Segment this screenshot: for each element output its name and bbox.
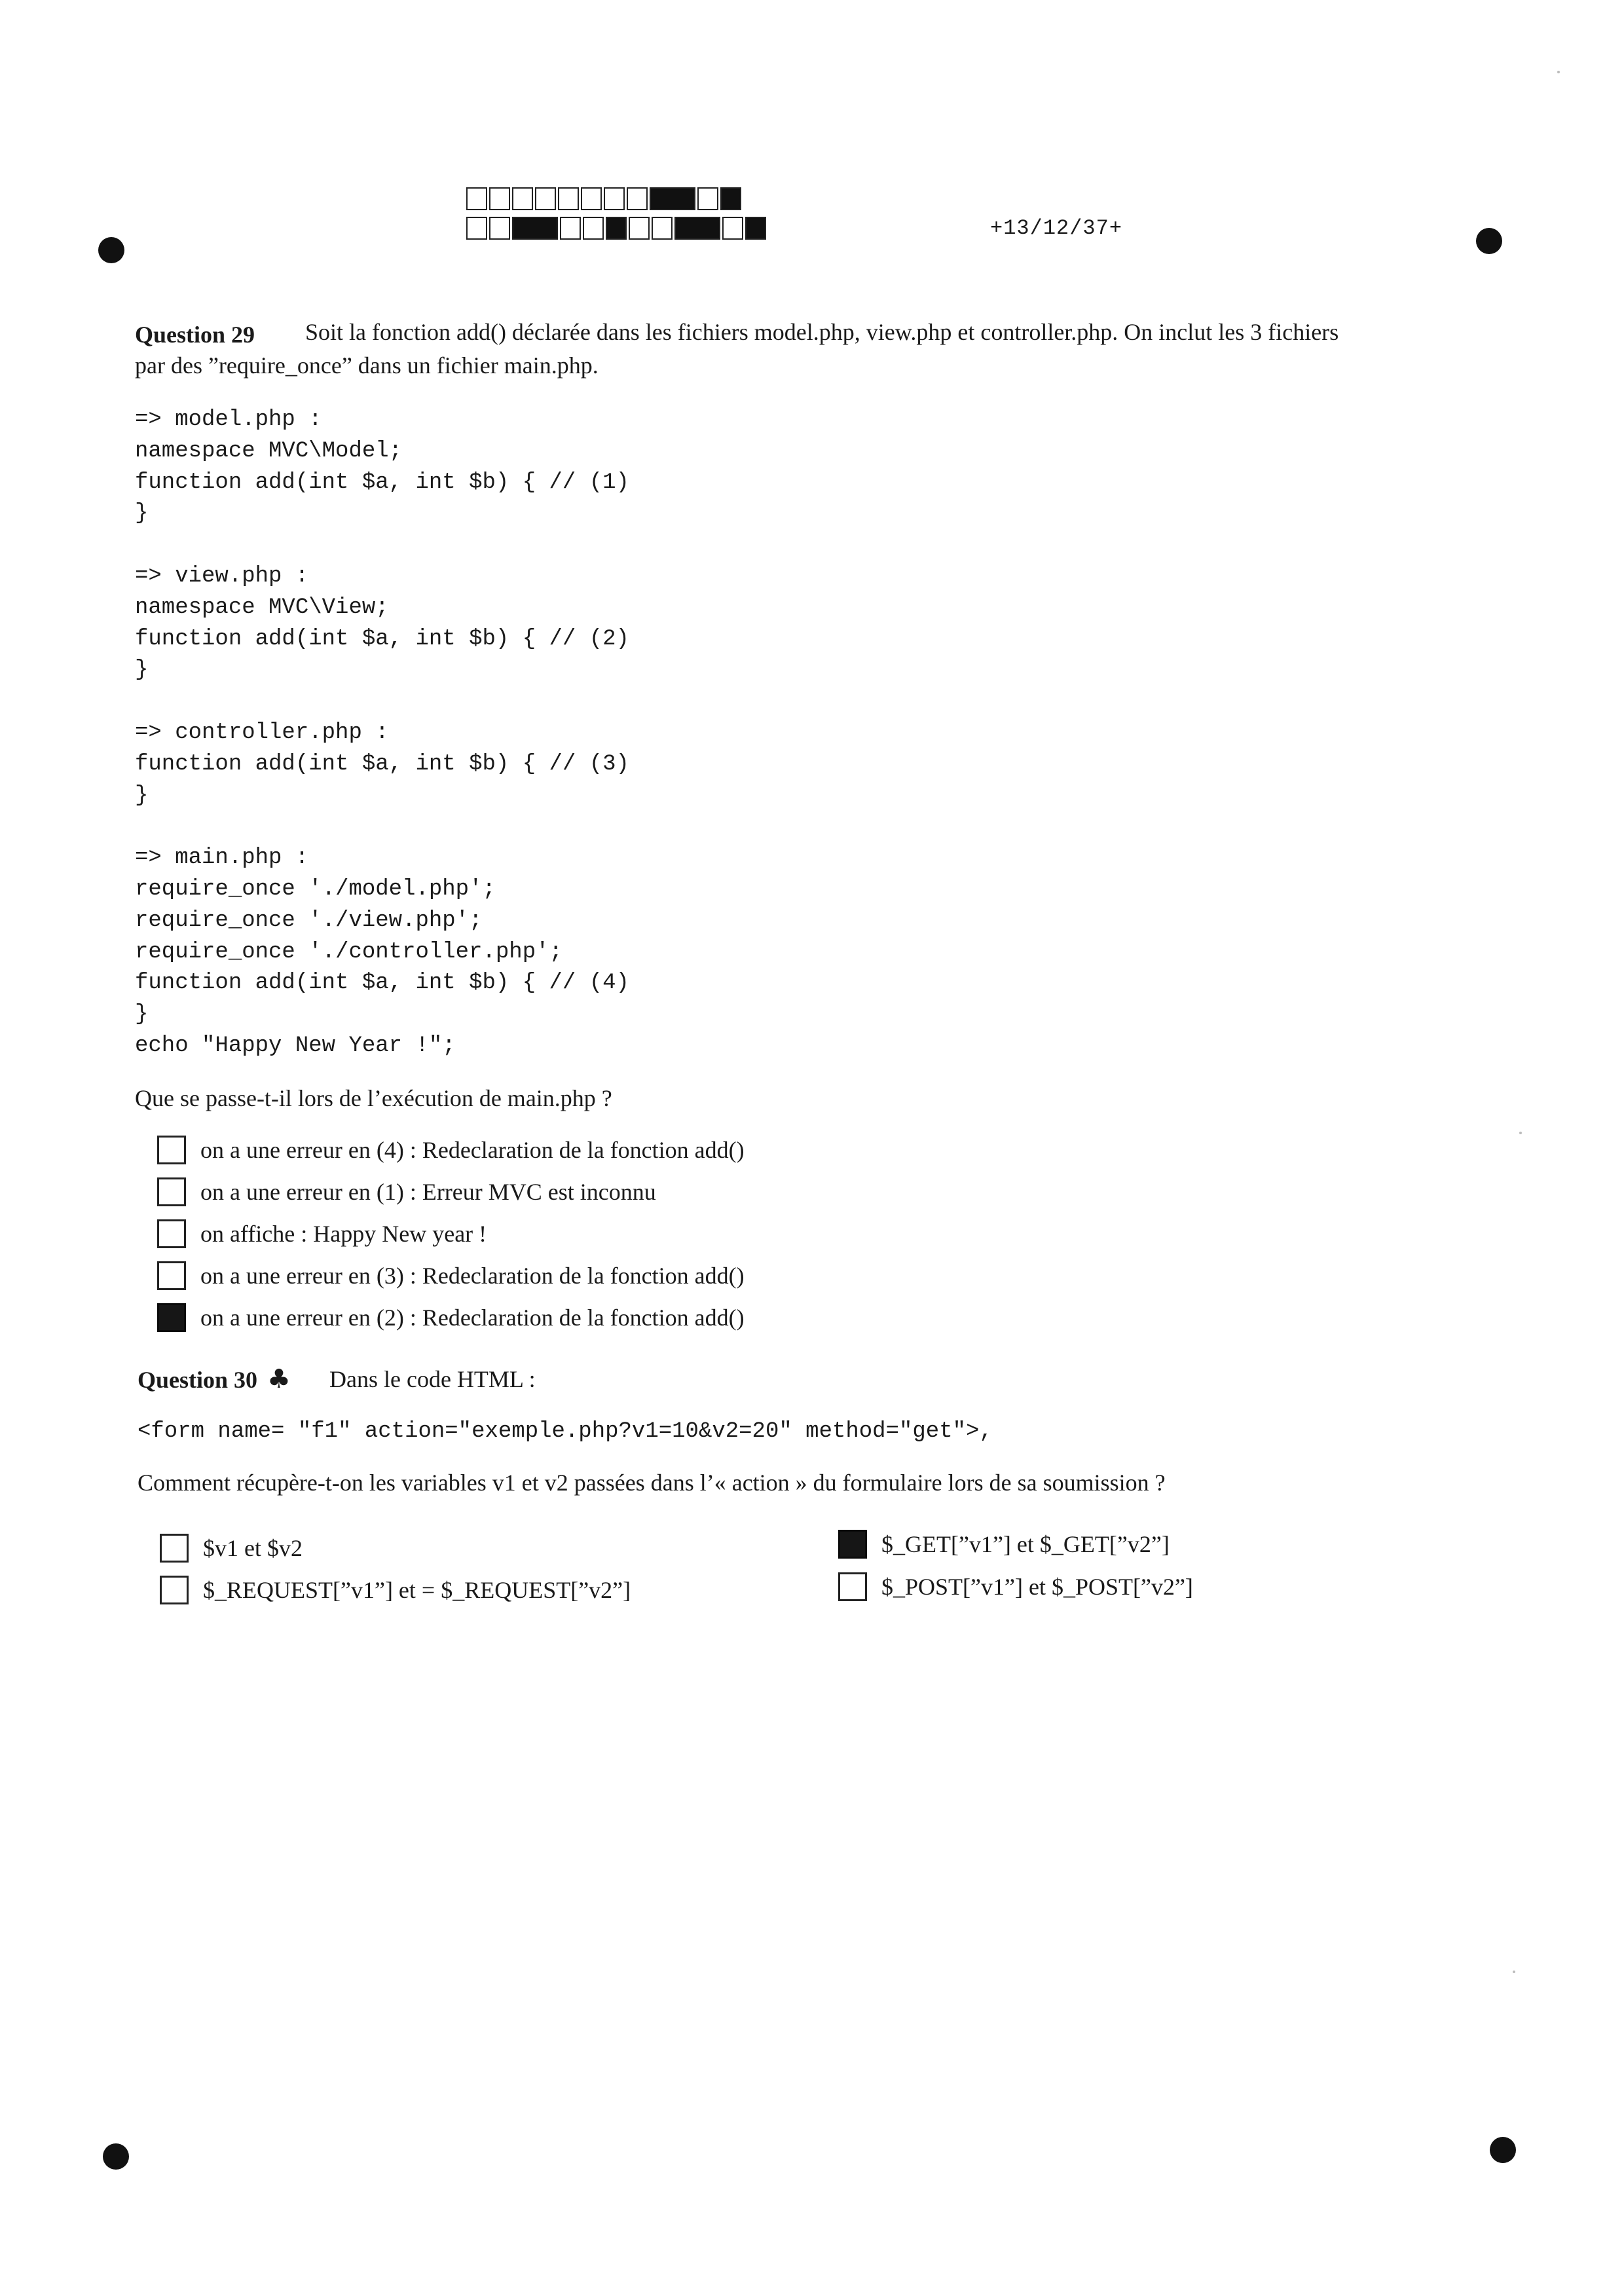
barcode-cell	[535, 187, 556, 210]
barcode-row-2	[466, 217, 768, 241]
barcode-cell	[489, 217, 510, 240]
barcode-cell	[722, 217, 743, 240]
question-29-code: => model.php : namespace MVC\Model; function add(int $a, int $b) { // (1) } => view.php : namespace MVC\View; function add(int $a, int $b) { // (2) } => controller.php : function add(int $a, int $b) { // (3) } => main.php : require_once './model.php'; require_once './view.php'; require_once './controller.php'; function add(int $a, int $b) { // (4) } echo "Happy New Year !";	[135, 407, 629, 1058]
q30-option-label: $v1 et $v2	[203, 1535, 303, 1561]
barcode-cell	[560, 217, 581, 240]
question-30-prompt: Comment récupère-t-on les variables v1 et v2 passées dans l’« action » du formulaire lors de sa soumission ?	[138, 1470, 1166, 1496]
q29-option-label: on a une erreur en (3) : Redeclaration de la fonction add()	[200, 1263, 745, 1289]
question-29-text-cont	[135, 348, 1471, 382]
q29-option-checkbox[interactable]	[157, 1136, 186, 1164]
q29-option-label: on a une erreur en (4) : Redeclaration de la fonction add()	[200, 1137, 745, 1163]
q30-option-checkbox[interactable]	[160, 1576, 189, 1604]
question-29-text-line2: par des ”require_once” dans un fichier main.php.	[135, 352, 599, 379]
barcode-row-1	[466, 187, 768, 212]
barcode-cell	[650, 187, 695, 210]
barcode-cell	[627, 187, 648, 210]
barcode-cell	[606, 217, 627, 240]
page-barcode	[466, 187, 768, 246]
q30-option[interactable]	[160, 1531, 303, 1565]
q30-option-checkbox[interactable]	[160, 1534, 189, 1563]
barcode-cell	[629, 217, 650, 240]
question-30-code: <form name= "f1" action="exemple.php?v1=10&v2=20" method="get">,	[138, 1419, 993, 1444]
barcode-cell	[745, 217, 766, 240]
barcode-cell	[720, 187, 741, 210]
q29-option-checkbox[interactable]	[157, 1303, 186, 1332]
barcode-cell	[558, 187, 579, 210]
q29-option-label: on a une erreur en (1) : Erreur MVC est inconnu	[200, 1179, 656, 1205]
question-29-text-line1: Soit la fonction add() déclarée dans les fichiers model.php, view.php et controller.php. On inclut les 3 fichiers	[305, 319, 1339, 345]
barcode-cell	[697, 187, 718, 210]
scan-speck	[1513, 1971, 1515, 1973]
question-29-text	[305, 315, 1624, 349]
barcode-cell	[674, 217, 720, 240]
barcode-cell	[512, 217, 558, 240]
q30-option-label: $_REQUEST[”v1”] et = $_REQUEST[”v2”]	[203, 1577, 631, 1603]
question-29-prompt: Que se passe-t-il lors de l’exécution de main.php ?	[135, 1085, 612, 1111]
q30-option-checkbox[interactable]	[838, 1572, 867, 1601]
registration-mark-bottom-left	[103, 2143, 129, 2170]
q29-option-checkbox[interactable]	[157, 1261, 186, 1290]
page-code: +13/12/37+	[990, 216, 1123, 240]
q29-option[interactable]	[157, 1259, 745, 1293]
club-icon: ♣	[267, 1364, 291, 1394]
q29-option[interactable]	[157, 1133, 745, 1167]
registration-mark-top-left	[98, 237, 124, 263]
q29-option[interactable]	[157, 1301, 745, 1335]
barcode-cell	[581, 187, 602, 210]
barcode-cell	[652, 217, 673, 240]
barcode-cell	[604, 187, 625, 210]
barcode-cell	[466, 187, 487, 210]
registration-mark-top-right	[1476, 228, 1502, 254]
registration-mark-bottom-right	[1490, 2137, 1516, 2163]
q29-option-label: on a une erreur en (2) : Redeclaration de la fonction add()	[200, 1305, 745, 1331]
scan-speck	[1557, 71, 1560, 73]
scan-speck	[1519, 1132, 1522, 1134]
q29-option[interactable]	[157, 1217, 487, 1251]
q30-option-label: $_POST[”v1”] et $_POST[”v2”]	[881, 1574, 1193, 1600]
barcode-cell	[466, 217, 487, 240]
q29-option-checkbox[interactable]	[157, 1219, 186, 1248]
q29-option-label: on affiche : Happy New year !	[200, 1221, 487, 1247]
question-30-label: Question 30	[138, 1367, 258, 1393]
barcode-cell	[512, 187, 533, 210]
q30-option-label: $_GET[”v1”] et $_GET[”v2”]	[881, 1531, 1170, 1557]
question-29-header	[135, 318, 255, 352]
question-29-label: Question 29	[135, 322, 255, 348]
q30-option-checkbox[interactable]	[838, 1530, 867, 1559]
q29-option[interactable]	[157, 1175, 656, 1209]
q30-option[interactable]	[838, 1570, 1193, 1604]
q30-option[interactable]	[838, 1527, 1170, 1561]
question-30-header	[138, 1362, 291, 1397]
barcode-cell	[583, 217, 604, 240]
barcode-cell	[489, 187, 510, 210]
q30-option[interactable]	[160, 1573, 631, 1607]
q29-option-checkbox[interactable]	[157, 1177, 186, 1206]
question-30-text: Dans le code HTML :	[329, 1366, 536, 1392]
